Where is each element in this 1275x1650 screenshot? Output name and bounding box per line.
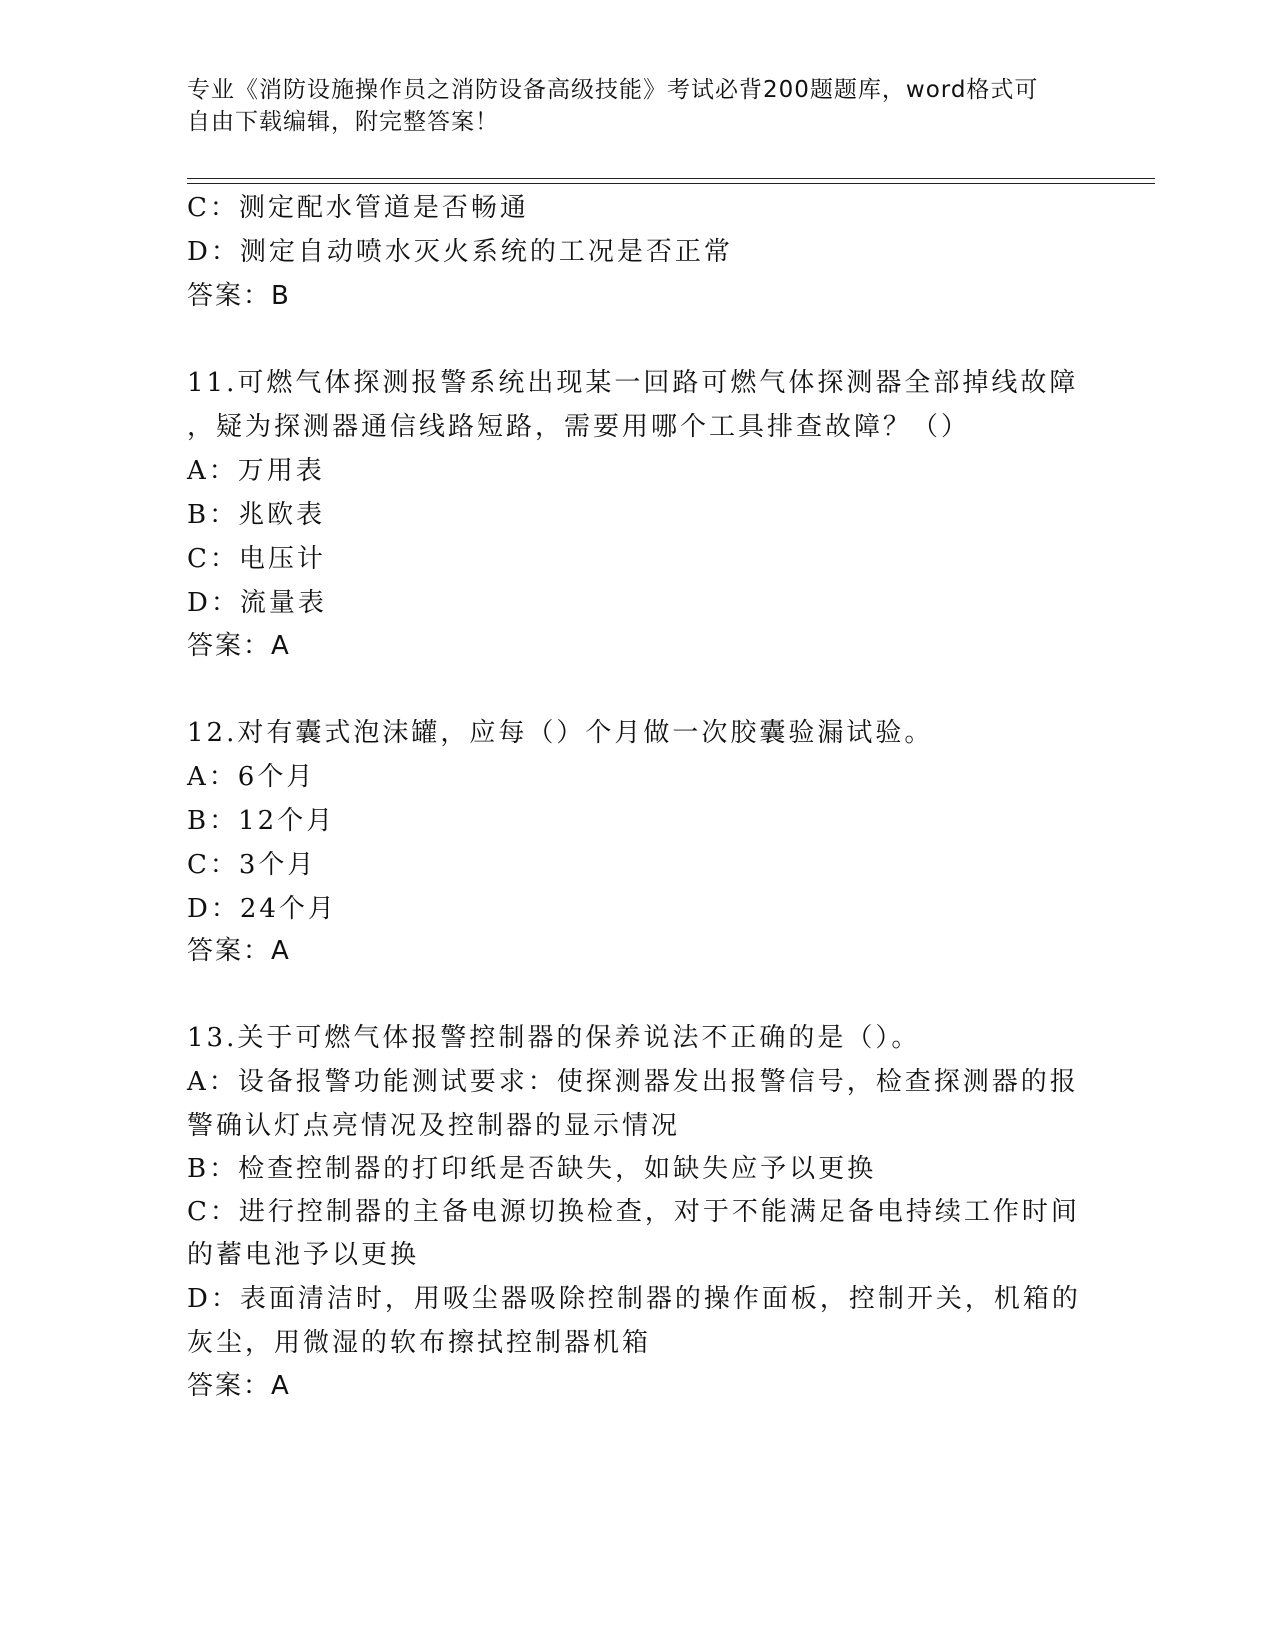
- question-13-stem: 13.关于可燃气体报警控制器的保养说法不正确的是（）。: [187, 1023, 921, 1053]
- header-divider-top: [187, 178, 1155, 179]
- question-11-option-d: D：流量表: [187, 588, 327, 618]
- question-13-option-b: B：检查控制器的打印纸是否缺失，如缺失应予以更换: [187, 1154, 877, 1184]
- prev-question-option-c: C：测定配水管道是否畅通: [187, 193, 529, 223]
- question-13-option-a-line-1: A：设备报警功能测试要求：使探测器发出报警信号，检查探测器的报: [187, 1067, 1079, 1097]
- question-13-option-c-line-1: C：进行控制器的主备电源切换检查，对于不能满足备电持续工作时间: [187, 1197, 1080, 1227]
- question-13-option-a-line-2: 警确认灯点亮情况及控制器的显示情况: [187, 1111, 681, 1141]
- question-12-answer: 答案：A: [187, 936, 291, 966]
- header-line-2: 自由下载编辑，附完整答案！: [187, 109, 499, 135]
- question-12-stem: 12.对有囊式泡沫罐，应每（）个月做一次胶囊验漏试验。: [187, 718, 934, 748]
- prev-question-answer: 答案：B: [187, 281, 291, 311]
- question-11-answer: 答案：A: [187, 631, 291, 661]
- document-header: [187, 74, 1067, 138]
- prev-question-option-d: D：测定自动喷水灭火系统的工况是否正常: [187, 237, 733, 267]
- question-13-option-d-line-2: 灰尘，用微湿的软布擦拭控制器机箱: [187, 1328, 652, 1358]
- question-13-option-c-line-2: 的蓄电池予以更换: [187, 1240, 420, 1270]
- question-11-option-c: C：电压计: [187, 544, 326, 574]
- header-line-1: 专业《消防设施操作员之消防设备高级技能》考试必背200题题库，word格式可: [187, 77, 1039, 103]
- question-12-option-c: C：3个月: [187, 850, 317, 880]
- question-12-option-d: D：24个月: [187, 894, 337, 924]
- question-13-answer: 答案：A: [187, 1371, 291, 1401]
- question-12-option-b: B：12个月: [187, 806, 336, 836]
- question-11-option-a: A：万用表: [187, 456, 325, 486]
- question-11-stem-line-2: ，疑为探测器通信线路短路，需要用哪个工具排查故障？（）: [187, 412, 971, 442]
- question-13-option-d-line-1: D：表面清洁时，用吸尘器吸除控制器的操作面板，控制开关，机箱的: [187, 1284, 1081, 1314]
- header-divider-bottom: [187, 183, 1155, 184]
- question-11-stem-line-1: 11.可燃气体探测报警系统出现某一回路可燃气体探测器全部掉线故障: [187, 368, 1079, 398]
- question-12-option-a: A：6个月: [187, 762, 316, 792]
- question-11-option-b: B：兆欧表: [187, 500, 326, 530]
